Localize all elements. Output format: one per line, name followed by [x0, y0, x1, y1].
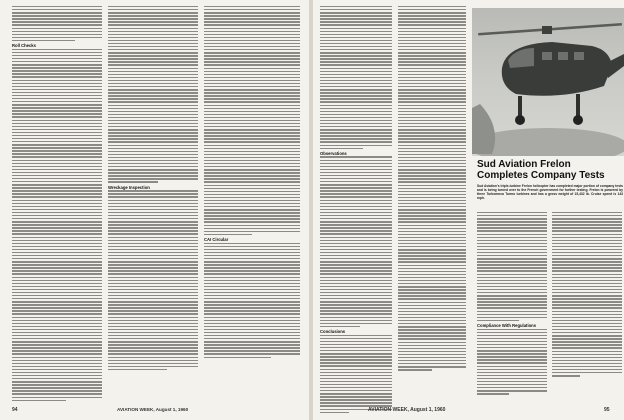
right-page-column-4: [552, 212, 622, 378]
right-page-column-1: [320, 6, 392, 415]
article-deck: Sud Aviation's triple-turbine Frelon helicopter has completed major portion of company tests and is being turned over to the French government for further testing. Frelon is powered by three Turbomeca Turmo turbines and has a gross weight of 15,432 lb. Cruise speed is 143 mph.: [477, 184, 623, 201]
body-text-lines: [320, 335, 392, 413]
section-heading-cai-circular: CAI Circular: [204, 236, 229, 242]
wheel: [573, 115, 583, 125]
body-text-lines: [108, 6, 198, 183]
cabin-window: [542, 52, 552, 60]
body-text-lines: [477, 212, 547, 321]
body-text-lines: [320, 6, 392, 149]
cabin-window: [574, 52, 584, 60]
rotor-hub: [542, 26, 552, 34]
section-heading-conclusions: Conclusions: [320, 328, 346, 334]
right-page-column-3: [477, 212, 547, 396]
left-page-column-3: [204, 6, 300, 360]
running-footer-right: AVIATION WEEK, August 1, 1960: [368, 407, 446, 413]
fuselage: [502, 42, 612, 96]
body-text-lines: [398, 6, 466, 371]
section-heading-compliance: Compliance With Regulations: [477, 322, 537, 328]
right-page-column-2: [398, 6, 466, 372]
section-heading-roll-checks: Roll Checks: [12, 42, 36, 48]
landing-gear-strut: [518, 96, 522, 118]
background-tree: [472, 104, 495, 154]
body-text-lines: [320, 156, 392, 327]
article-headline: Sud Aviation Frelon Completes Company Tests: [477, 159, 605, 181]
body-text-lines: [204, 6, 300, 235]
body-text-lines: [12, 49, 102, 401]
cockpit-window: [508, 48, 534, 68]
body-text-lines: [477, 329, 547, 395]
left-page-column-1: [12, 6, 102, 403]
wheel: [515, 115, 525, 125]
left-page-column-2: [108, 6, 198, 372]
right-page: [314, 0, 624, 420]
left-page: [0, 0, 308, 420]
section-heading-observations: Observations: [320, 150, 347, 156]
landing-gear-strut: [576, 94, 580, 118]
helicopter-photo: [472, 8, 624, 156]
body-text-lines: [12, 6, 102, 41]
page-number-right: 95: [604, 407, 610, 413]
helicopter-illustration: [472, 8, 624, 156]
cabin-window: [558, 52, 568, 60]
page-gutter: [309, 0, 313, 420]
body-text-lines: [552, 212, 622, 377]
body-text-lines: [108, 190, 198, 370]
page-number-left: 94: [12, 407, 18, 413]
body-text-lines: [204, 243, 300, 358]
section-heading-wreckage-inspection: Wreckage Inspection: [108, 184, 150, 190]
running-footer-left: AVIATION WEEK, August 1, 1960: [117, 407, 189, 412]
